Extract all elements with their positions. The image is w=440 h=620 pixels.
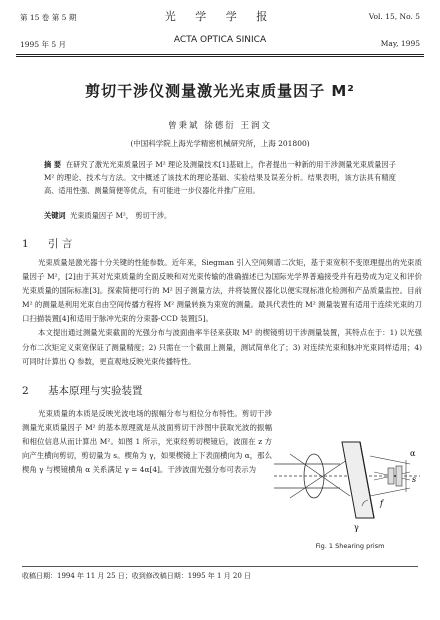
label-alpha: α	[410, 449, 416, 458]
authors: 曾秉斌 徐德衍 王润文	[168, 121, 272, 131]
section-1-title: 引 言	[48, 238, 73, 250]
journal-name-en: ACTA OPTICA SINICA	[173, 35, 267, 45]
shearing-prism-diagram	[270, 436, 430, 534]
figure-1-shearing-prism	[270, 436, 430, 534]
journal-header	[0, 0, 440, 52]
received-date-footnote: 收稿日期：1994 年 11 月 25 日；收到修改稿日期：1995 年 1 月 20 日	[22, 572, 252, 580]
label-f: f	[380, 499, 383, 508]
affiliation: (中国科学院上海光学精密机械研究所，上海 201800)	[130, 139, 310, 148]
abstract	[44, 158, 396, 197]
section-2-number: 2	[22, 385, 29, 397]
keywords	[44, 211, 396, 221]
volume-issue-en: Vol. 15, No. 5	[368, 12, 420, 21]
keywords-label: 关键词	[44, 211, 66, 220]
abstract-label: 摘 要	[44, 160, 62, 169]
intro-paragraph-1: 光束质量是激光器十分关键的性能参数。近年来，Siegman 引入空间频谱二次矩，基于束宽积不变原理提出的光束质量因子 M²，[2]由于其对光束质量的全面反映和对光束传输的准确描述已为国际光学界普遍接受并有趋势成为定义和评价光束质量的国际标准[3]。探索简便可行的 M² 因子测量方法，并将装置仪器化以便实现标准化检测和产品质量监控。目前 M² 的测量是利用光束自由空间传播方程将 M² 测量转换为束宽的测量。最具代表性的 M² 测量装置有适用于连续光束的刀口扫描装置[4]和适用于脉冲光束的分束器-CCD 装置[5]。	[22, 258, 422, 324]
paper-title: 剪切干涉仪测量激光光束质量因子 M²	[85, 82, 355, 100]
principle-body	[22, 407, 272, 477]
section-2-heading	[22, 383, 143, 398]
intro-paragraph-2: 本文提出通过测量光束截面的光强分布与波面曲率半径来获取 M² 的楔镜剪切干涉测量装置，其特点在于：1) 以光强分布二次矩定义束宽保证了测量精度；2) 只需在一个截面上测量，测试简单化了；3) 对连续光束和脉冲光束同样适用；4) 可同时计算出 Q 参数，更直观地反映光束传播特性。	[22, 328, 422, 366]
label-s: s	[412, 475, 417, 484]
header-rule	[16, 54, 424, 55]
introduction-body	[22, 256, 422, 369]
journal-name-cn: 光 学 学 报	[164, 10, 276, 23]
principle-paragraph: 光束质量的本质是反映光波电场的振幅分布与相位分布特性。剪切干涉测量光束质量因子 M² 的基本原理就是从波面剪切干涉图中获取光波的振幅和相位信息从而计算出 M²。如图 1 所示，光束经剪切楔镜后，波面在 z 方向产生横向剪切，剪切量为 s。楔角为 γ，如果楔镜上下表面横向为 α，那么楔角 γ 与楔镜横角 α 关系满足 γ = 4α[4]。干涉波面光强分布可表示为	[22, 409, 272, 475]
label-gamma: γ	[354, 523, 359, 532]
section-2-title: 基本原理与实验装置	[48, 385, 143, 397]
section-1-number: 1	[22, 238, 29, 250]
volume-issue-cn: 第 15 卷 第 5 期	[20, 13, 77, 22]
keywords-text: 光束质量因子 M²， 剪切干涉。	[70, 211, 172, 220]
footnote-rule	[22, 566, 418, 567]
section-1-heading	[22, 236, 72, 251]
abstract-text: 在研究了激光光束质量因子 M² 理论及测量技术[1]基础上，作者提出一种新的用干涉测量光束质量因子 M² 的理论、技术与方法。文中概述了该技术的理论基础、实验结果及误差分析。结果表明，该方法具有精度高、适用性强、测量简便等优点，有可能进一步仪器化并推广应用。	[44, 160, 396, 195]
date-en: May, 1995	[380, 39, 420, 48]
header-rule-2	[16, 56, 424, 57]
figure-1-caption: Fig. 1 Shearing prism	[315, 542, 385, 550]
date-cn: 1995 年 5 月	[20, 40, 67, 49]
